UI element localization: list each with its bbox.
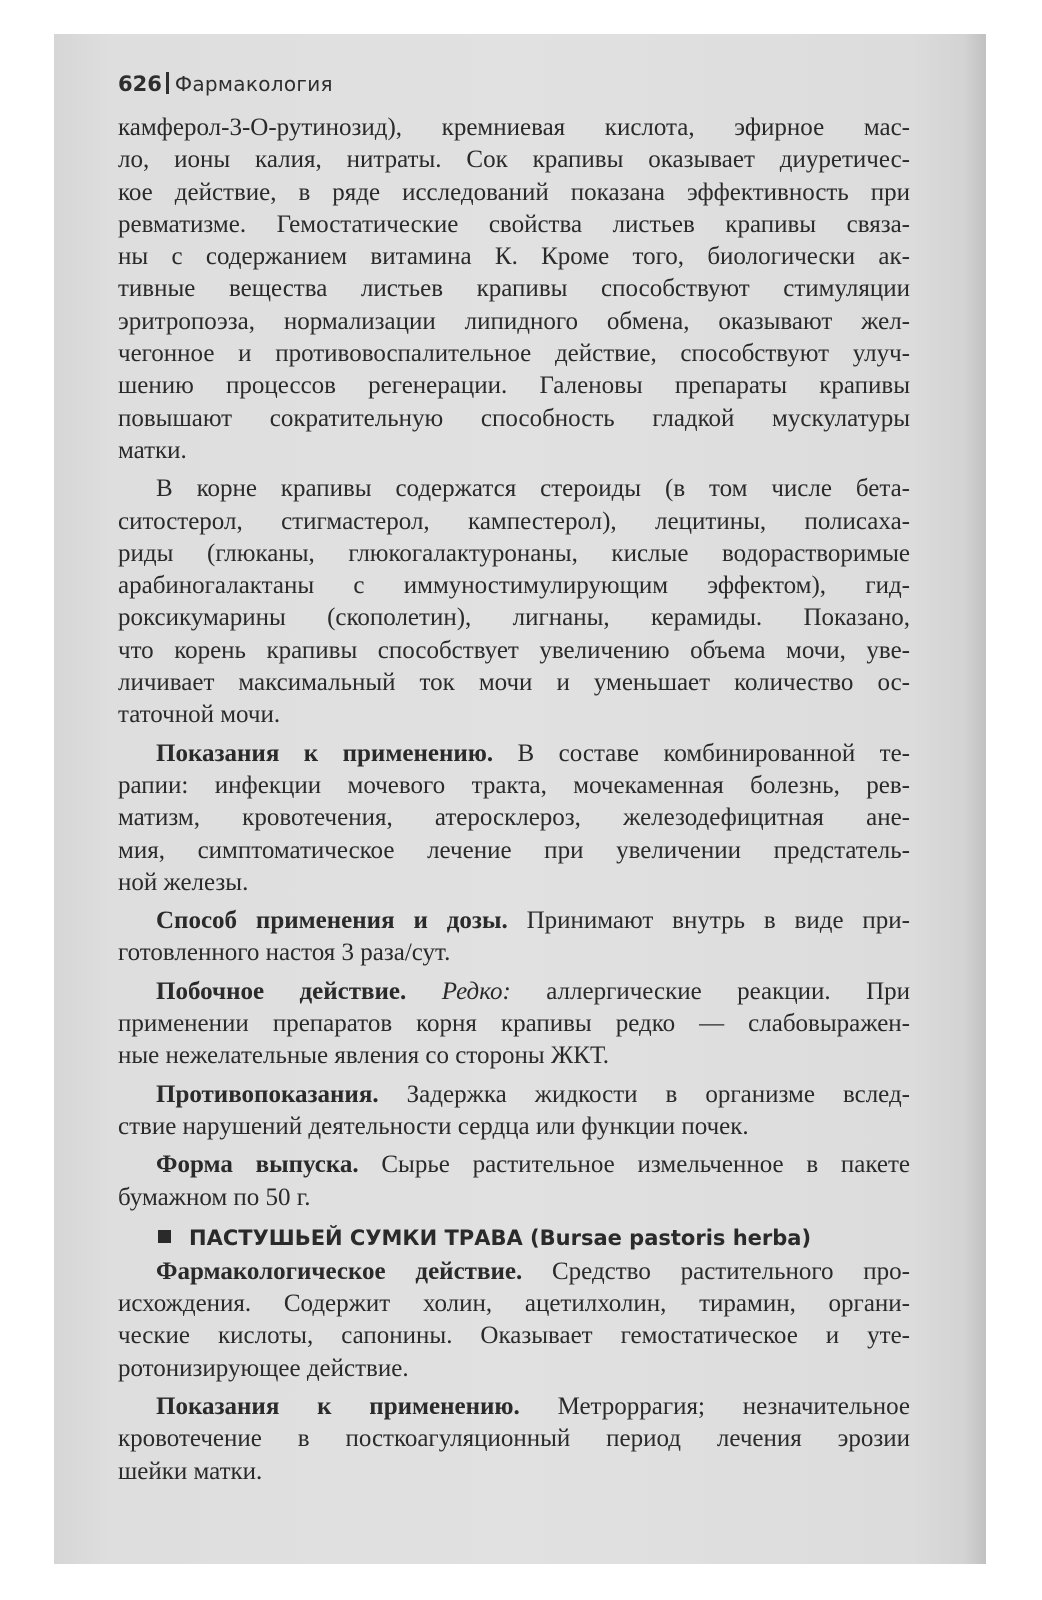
text-line: бумажном по 50 г. <box>118 1183 311 1211</box>
text-line: матизм, кровотечения, атеросклероз, железодефицитная ане- <box>118 804 910 832</box>
text-line: камферол-3-О-рутинозид), кремниевая кислота, эфирное мас- <box>118 114 910 141</box>
paragraph-indications <box>118 738 910 899</box>
text-line: шейки матки. <box>118 1457 263 1485</box>
page-number: 626 <box>118 72 162 96</box>
term-label: Способ применения и дозы. <box>156 907 508 935</box>
paragraph-dosage <box>118 905 910 970</box>
text-line: кровотечение в посткоагуляционный период лечения эрозии <box>118 1425 910 1453</box>
text-line: рапии: инфекции мочевого тракта, мочекаменная болезнь, рев- <box>118 771 910 799</box>
paragraph <box>118 112 910 467</box>
term-label: Противопоказания. <box>156 1080 379 1108</box>
body-text <box>118 112 910 1488</box>
running-title: Фармакология <box>174 72 333 96</box>
term-label: Форма выпуска. <box>156 1151 359 1179</box>
section-latin-name: (Bursae pastoris herba) <box>530 1225 812 1250</box>
text-line: применении препаратов корня крапивы редко — слабовыражен- <box>118 1010 910 1038</box>
text-line: повышают сократительную способность гладкой мускулатуры <box>118 404 910 432</box>
term-label: Побочное действие. <box>156 977 407 1005</box>
text-line: тивные вещества листьев крапивы способствуют стимуляции <box>118 275 910 303</box>
paragraph-indications-2 <box>118 1391 910 1488</box>
text-line: Форма выпуска. Сырье растительное измельченное в пакете <box>156 1151 910 1179</box>
text-line: ной железы. <box>118 868 249 896</box>
text-line: ротонизирующее действие. <box>118 1354 409 1382</box>
text-line: эритропоэза, нормализации липидного обмена, оказывают жел- <box>118 307 910 335</box>
running-header <box>118 72 333 96</box>
text-line: личивает максимальный ток мочи и уменьшает количество ос- <box>118 669 910 697</box>
text-line: ревматизме. Гемостатические свойства листьев крапивы связа- <box>118 210 910 238</box>
text-line: ные нежелательные явления со стороны ЖКТ. <box>118 1042 609 1070</box>
page-edge-shadow <box>964 34 986 1564</box>
text-line: ствие нарушений деятельности сердца или функции почек. <box>118 1112 749 1140</box>
text-line: ческие кислоты, сапонины. Оказывает гемостатическое и уте- <box>118 1322 910 1350</box>
emphasis: Редко: <box>441 977 511 1005</box>
text-line: ситостерол, стигмастерол, кампестерол), лецитины, полисаха- <box>118 507 910 535</box>
text-line: риды (глюканы, глюкогалактуронаны, кислые водорастворимые <box>118 539 910 567</box>
text-line: ны с содержанием витамина К. Кроме того, биологически ак- <box>118 243 910 271</box>
text-line: исхождения. Содержит холин, ацетилхолин, тирамин, органи- <box>118 1290 910 1318</box>
text-line: готовленного настоя 3 раза/сут. <box>118 939 451 967</box>
text-line: Фармакологическое действие. Средство растительного про- <box>156 1257 910 1285</box>
paragraph <box>118 473 910 731</box>
text-line: Показания к применению. Метроррагия; незначительное <box>156 1392 910 1420</box>
paragraph-release-form <box>118 1149 910 1214</box>
text-line: В корне крапивы содержатся стероиды (в том числе бета- <box>156 475 910 503</box>
paragraph-pharmacology <box>118 1256 910 1385</box>
text-line: что корень крапивы способствует увеличению объема мочи, уве- <box>118 636 910 664</box>
text-line: Показания к применению. В составе комбинированной те- <box>156 739 910 767</box>
square-bullet-icon <box>158 1230 171 1243</box>
term-label: Показания к применению. <box>156 739 494 767</box>
text-line: Побочное действие. Редко: аллергические реакции. При <box>156 977 911 1005</box>
text-line: кое действие, в ряде исследований показана эффективность при <box>118 178 910 206</box>
text-line: Способ применения и дозы. Принимают внутрь в виде при- <box>156 907 910 935</box>
header-divider <box>166 72 169 94</box>
term-label: Фармакологическое действие. <box>156 1257 523 1285</box>
text-line: шению процессов регенерации. Галеновы препараты крапивы <box>118 372 910 400</box>
text-line: ло, ионы калия, нитраты. Сок крапивы оказывает диуретичес- <box>118 146 910 174</box>
text-line: Противопоказания. Задержка жидкости в организме вслед- <box>156 1080 910 1108</box>
paragraph-side-effects <box>118 976 910 1073</box>
section-heading <box>118 1224 910 1252</box>
term-label: Показания к применению. <box>156 1392 520 1420</box>
text-line: таточной мочи. <box>118 701 281 729</box>
book-page <box>54 34 986 1564</box>
paragraph-contraindications <box>118 1079 910 1144</box>
section-title: ПАСТУШЬЕЙ СУМКИ ТРАВА <box>189 1225 523 1250</box>
text-line: арабиногалактаны с иммуностимулирующим эффектом), гид- <box>118 572 910 600</box>
text-line: мия, симптоматическое лечение при увеличении предстатель- <box>118 836 910 864</box>
text-line: матки. <box>118 436 187 464</box>
text-line: роксикумарины (скополетин), лигнаны, керамиды. Показано, <box>118 604 910 632</box>
text-line: чегонное и противовоспалительное действие, способствуют улуч- <box>118 340 910 368</box>
